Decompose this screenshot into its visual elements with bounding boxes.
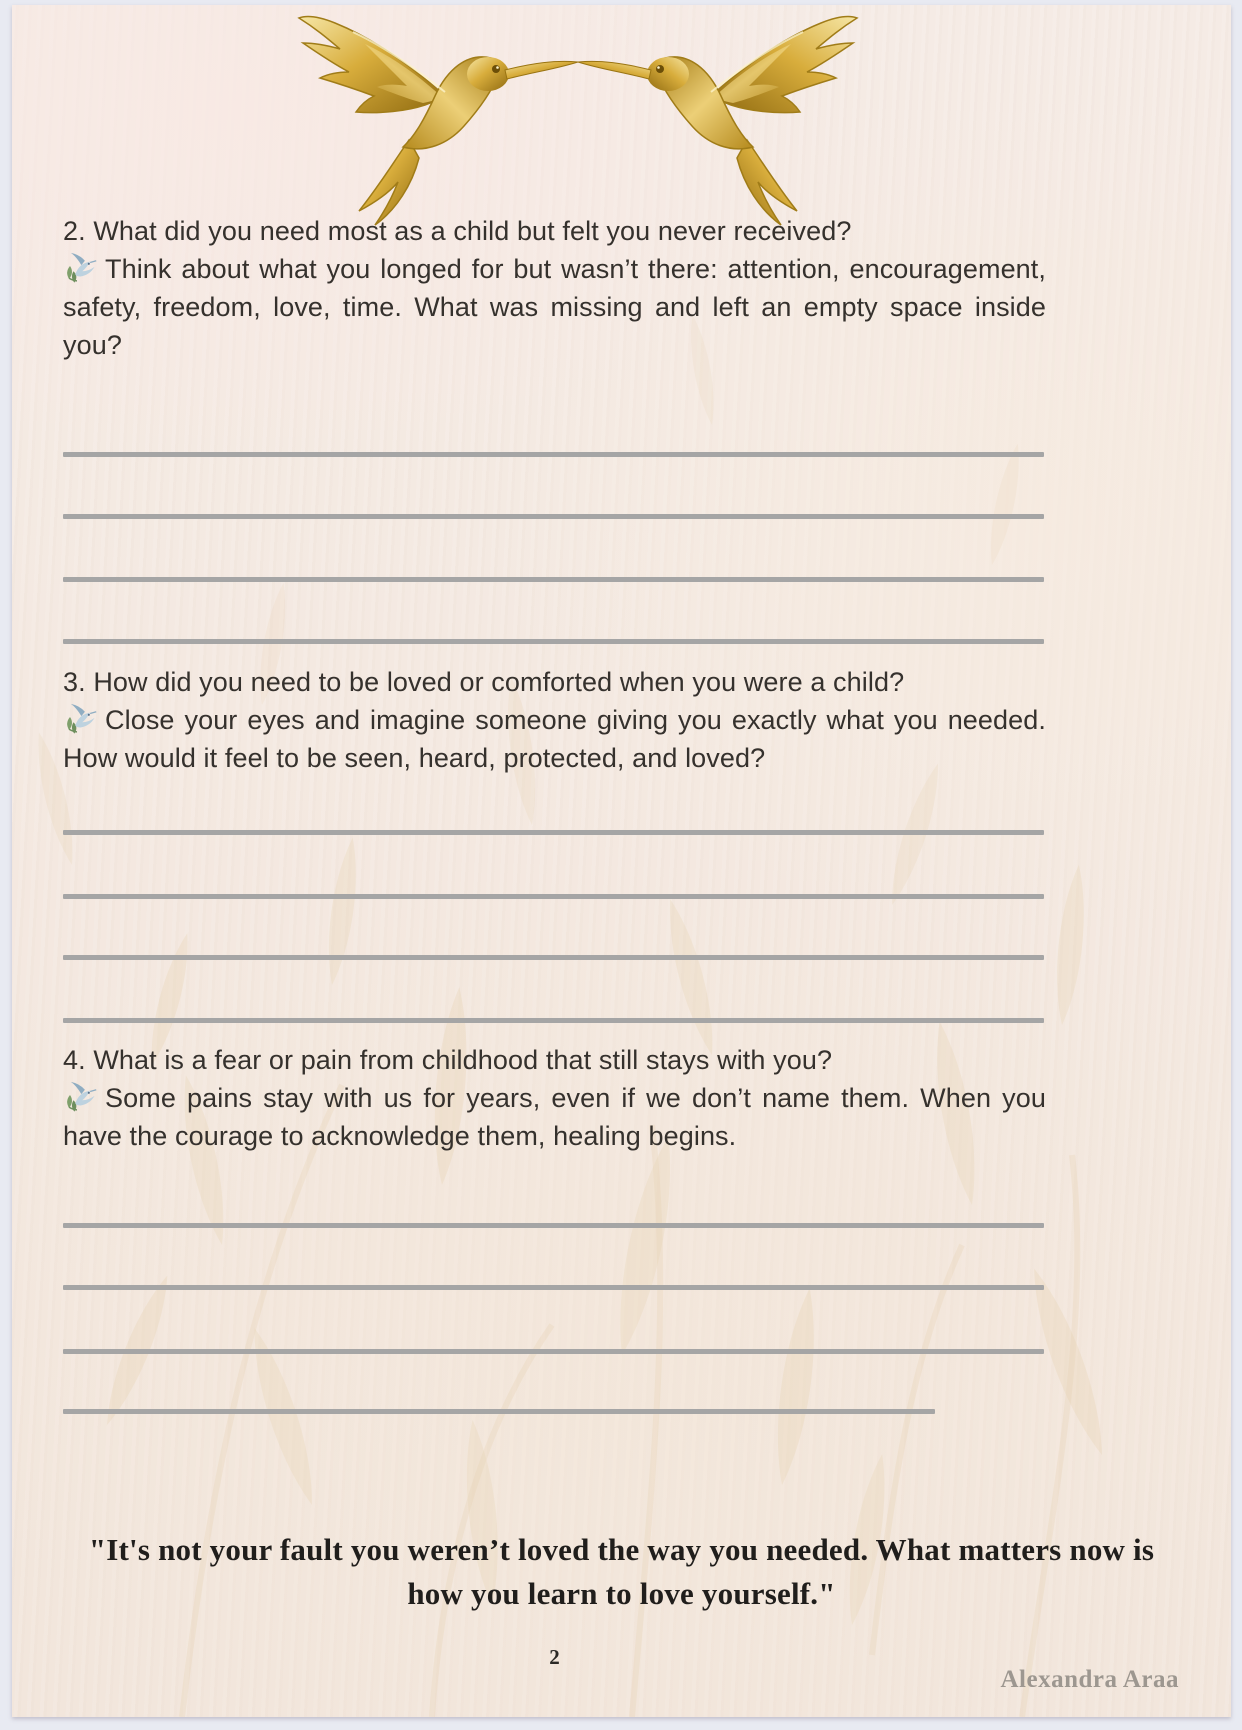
closing-quote: "It's not your fault you weren’t loved the way you needed. What matters now is how you learn to love yourself." bbox=[88, 1532, 1155, 1611]
page-number: 2 bbox=[549, 1645, 560, 1669]
writing-line bbox=[63, 577, 1044, 582]
writing-line bbox=[63, 955, 1044, 960]
writing-line bbox=[63, 639, 1044, 644]
writing-line bbox=[63, 830, 1044, 835]
question-4-text: 4. What is a fear or pain from childhood that still stays with you? bbox=[63, 1045, 833, 1075]
prompt-text: Close your eyes and imagine someone giving you exactly what you needed. How would it feel to be seen, heard, protected, and loved? bbox=[63, 705, 1046, 773]
writing-line bbox=[63, 1018, 1044, 1023]
golden-hummingbirds-pair-icon bbox=[295, 14, 861, 226]
writing-line bbox=[63, 1223, 1044, 1228]
question-4-prompt bbox=[63, 1079, 1046, 1155]
question-3-text: 3. How did you need to be loved or comforted when you were a child? bbox=[63, 667, 905, 697]
prompt-text: Think about what you longed for but wasn’t there: attention, encouragement, safety, freedom, love, time. What was missing and left an empty space inside you? bbox=[63, 254, 1046, 360]
writing-line bbox=[63, 1409, 935, 1414]
paper-sheet bbox=[12, 5, 1231, 1717]
author-credit: Alexandra Araa bbox=[1000, 1666, 1179, 1693]
hummingbird-sprig-icon bbox=[63, 703, 98, 734]
writing-line bbox=[63, 1349, 1044, 1354]
hummingbird-sprig-icon bbox=[63, 1081, 98, 1112]
writing-line bbox=[63, 514, 1044, 519]
question-2-text: 2. What did you need most as a child but felt you never received? bbox=[63, 216, 852, 246]
prompt-text: Some pains stay with us for years, even if we don’t name them. When you have the courage to acknowledge them, healing begins. bbox=[63, 1083, 1046, 1151]
question-3-prompt bbox=[63, 701, 1046, 777]
writing-line bbox=[63, 1285, 1044, 1290]
writing-line bbox=[63, 894, 1044, 899]
hummingbird-sprig-icon bbox=[63, 252, 98, 283]
writing-line bbox=[63, 452, 1044, 457]
question-2-prompt bbox=[63, 250, 1046, 364]
